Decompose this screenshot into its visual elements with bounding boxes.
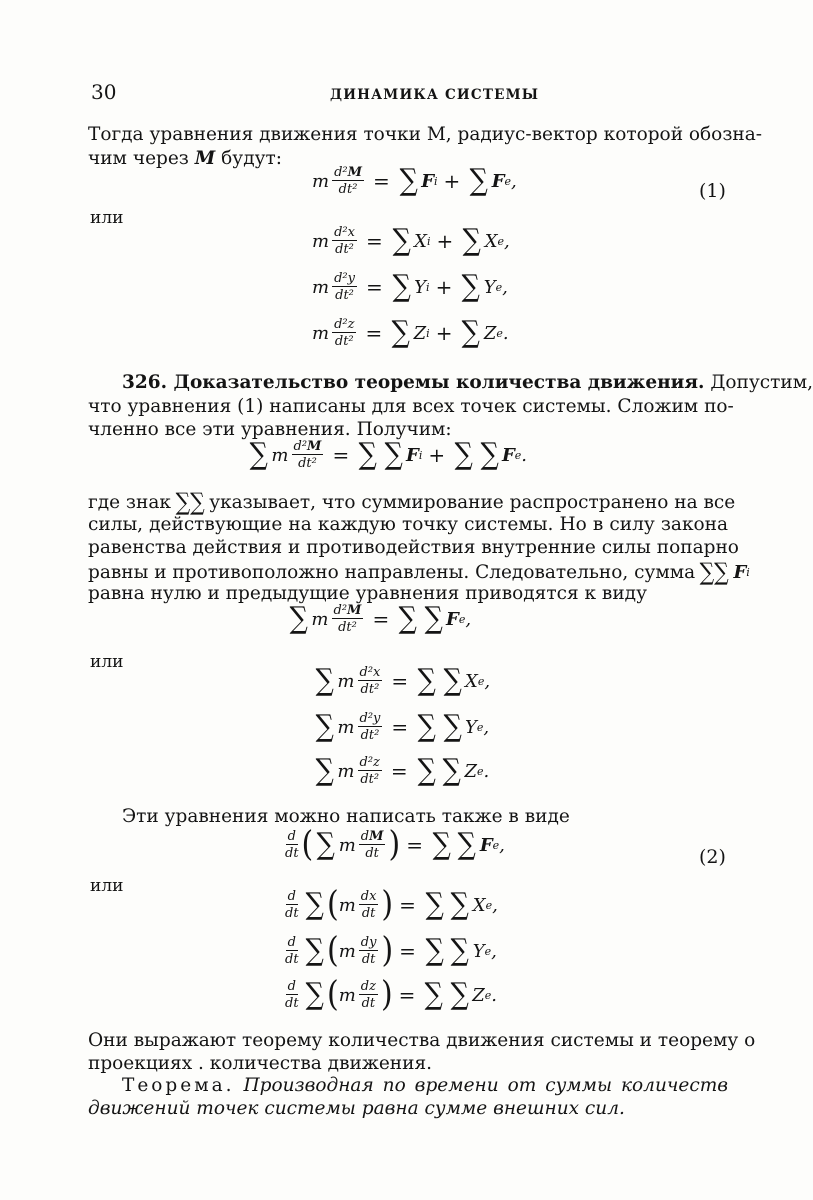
running-title: ДИНАМИКА СИСТЕМЫ [330,87,540,103]
para2-line-4: равны и противоположно направлены. Следовательно, сумма ∑∑ F i [88,558,750,586]
equation-ext-y: ∑ m $\frac{\text{d²y}}{\text{dt²}}$ = ∑ ∑ Y e , [315,709,490,744]
or-word: или [90,652,124,672]
para2-line-5: равна нулю и предыдущие уравнения приводятся к виду [88,583,647,604]
equation-ext-x: ∑ m $\frac{\text{d²x}}{\text{dt²}}$ = ∑ ∑ X e , [315,663,491,698]
equation-x: m $\frac{\text{d²x}}{\text{dt²}}$ = ∑ X i + ∑ X e , [312,223,510,258]
equation-ext: ∑ m $\frac{\text{d²M}}{\text{dt²}}$ = ∑ ∑ F e , [289,601,472,636]
para2-line-1: где знак ∑∑ указывает, что суммирование распространено на все [88,488,736,516]
equation-1: m $\frac{\text{d²M}}{\text{dt²}}$ = ∑ F i + ∑ F e , [312,163,517,198]
page-number: 30 [91,80,117,104]
equation-2-y: $\frac{d}{dt}$ ∑ ( m $\frac{dy}{dt}$ ) = ∑ ∑ Y e , [285,930,497,971]
theorem-line-2: движений точек системы равна сумме внешних сил. [88,1098,625,1119]
equation-ext-z: ∑ m $\frac{\text{d²z}}{\text{dt²}}$ = ∑ ∑ Z e . [315,753,490,788]
equation-2: $\frac{d}{dt}$ ( ∑ m $\frac{dM}{dt}$ ) = ∑ ∑ F e , [285,824,505,865]
equation-2-x: $\frac{d}{dt}$ ∑ ( m $\frac{dx}{dt}$ ) = ∑ ∑ X e , [285,884,498,925]
para2-line-3: равенства действия и противодействия внутренние силы попарно [88,537,739,558]
equation-number-2: (2) [699,846,726,868]
para4-line-1: Они выражают теорему количества движения системы и теорему о [88,1030,756,1051]
equation-number-1: (1) [699,180,726,202]
section-heading-line: 326. Доказательство теоремы количества движения. Допустим, [122,372,813,393]
para3-line-1: Эти уравнения можно написать также в виде [122,806,570,827]
intro-line-1: Тогда уравнения движения точки M, радиус-вектор которой обозна- [88,124,763,145]
para2-line-2: силы, действующие на каждую точку системы. Но в силу закона [88,514,728,535]
theorem-line-1: Теорема. Производная по времени от суммы количеств [122,1075,729,1096]
equation-2-z: $\frac{d}{dt}$ ∑ ( m $\frac{dz}{dt}$ ) = ∑ ∑ Z e . [285,974,498,1015]
or-word: или [90,208,124,228]
section-line-3: членно все эти уравнения. Получим: [88,419,452,440]
equation-sum: ∑ m $\frac{\text{d²M}}{\text{dt²}}$ = ∑ ∑ F i + ∑ ∑ F e . [249,437,527,472]
or-word: или [90,876,124,896]
section-line-2: что уравнения (1) написаны для всех точек системы. Сложим по- [88,396,734,417]
para4-line-2: проекциях . количества движения. [88,1053,432,1074]
equation-y: m $\frac{\text{d²y}}{\text{dt²}}$ = ∑ Y i + ∑ Y e , [312,269,508,304]
intro-line-2: чим через M будут: [88,148,282,169]
equation-z: m $\frac{\text{d²z}}{\text{dt²}}$ = ∑ Z i + ∑ Z e . [312,315,509,350]
